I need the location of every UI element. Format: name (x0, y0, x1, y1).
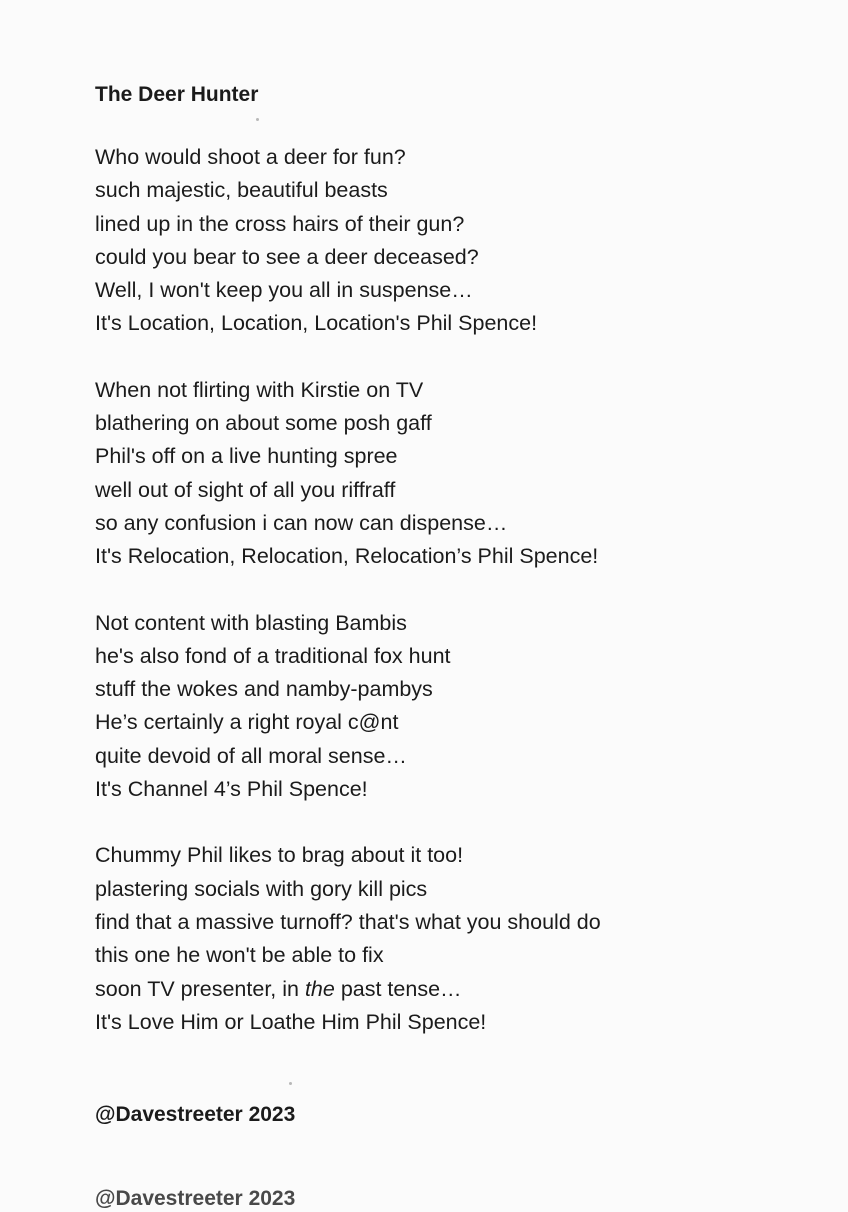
poem-line: Chummy Phil likes to brag about it too! (95, 843, 464, 868)
line-text-after: past tense… (334, 976, 462, 1001)
paper-speck (289, 1082, 292, 1085)
poem-line: It's Relocation, Relocation, Relocation’s Phil Spence! (95, 544, 599, 569)
poem-line: blathering on about some posh gaff (95, 411, 432, 436)
poem-line: stuff the wokes and namby-pambys (95, 677, 433, 702)
poem-line: this one he won't be able to fix (95, 943, 384, 968)
stanza-2 (95, 374, 835, 574)
poem-body (95, 141, 835, 1072)
poem-line: quite devoid of all moral sense… (95, 743, 407, 768)
poem-title: The Deer Hunter (95, 83, 259, 106)
poem-line: He’s certainly a right royal c@nt (95, 710, 399, 735)
stanza-4 (95, 839, 835, 1039)
poem-line: When not flirting with Kirstie on TV (95, 377, 424, 402)
poem-line: he's also fond of a traditional fox hunt (95, 643, 451, 668)
poem-line: Who would shoot a deer for fun? (95, 145, 406, 169)
poem-line: lined up in the cross hairs of their gun? (95, 211, 465, 236)
poem-line: Phil's off on a live hunting spree (95, 444, 398, 469)
poem-line: It's Channel 4’s Phil Spence! (95, 777, 368, 802)
line-text-before: soon TV presenter, in (95, 976, 305, 1001)
poem-line: find that a massive turnoff? that's what you should do (95, 909, 601, 934)
author-signature: @Davestreeter 2023 (95, 1103, 296, 1126)
poem-line: so any confusion i can now can dispense… (95, 510, 508, 535)
poem-line: Well, I won't keep you all in suspense… (95, 278, 473, 303)
stanza-1 (95, 141, 835, 341)
poem-line: well out of sight of all you riffraff (95, 477, 396, 502)
poem-line: It's Location, Location, Location's Phil Spence! (95, 311, 538, 336)
poem-line: It's Love Him or Loathe Him Phil Spence! (95, 1009, 487, 1034)
poem-line: such majestic, beautiful beasts (95, 178, 388, 203)
author-signature-bleed-through: @Davestreeter 2023 (95, 1187, 296, 1210)
paper-speck (256, 118, 259, 121)
stanza-3 (95, 607, 835, 807)
poem-line: could you bear to see a deer deceased? (95, 244, 479, 269)
italic-word: the (304, 976, 335, 1001)
poem-line: plastering socials with gory kill pics (95, 876, 428, 901)
poem-line: Not content with blasting Bambis (95, 610, 407, 635)
poem-line-with-italic (95, 973, 835, 1006)
